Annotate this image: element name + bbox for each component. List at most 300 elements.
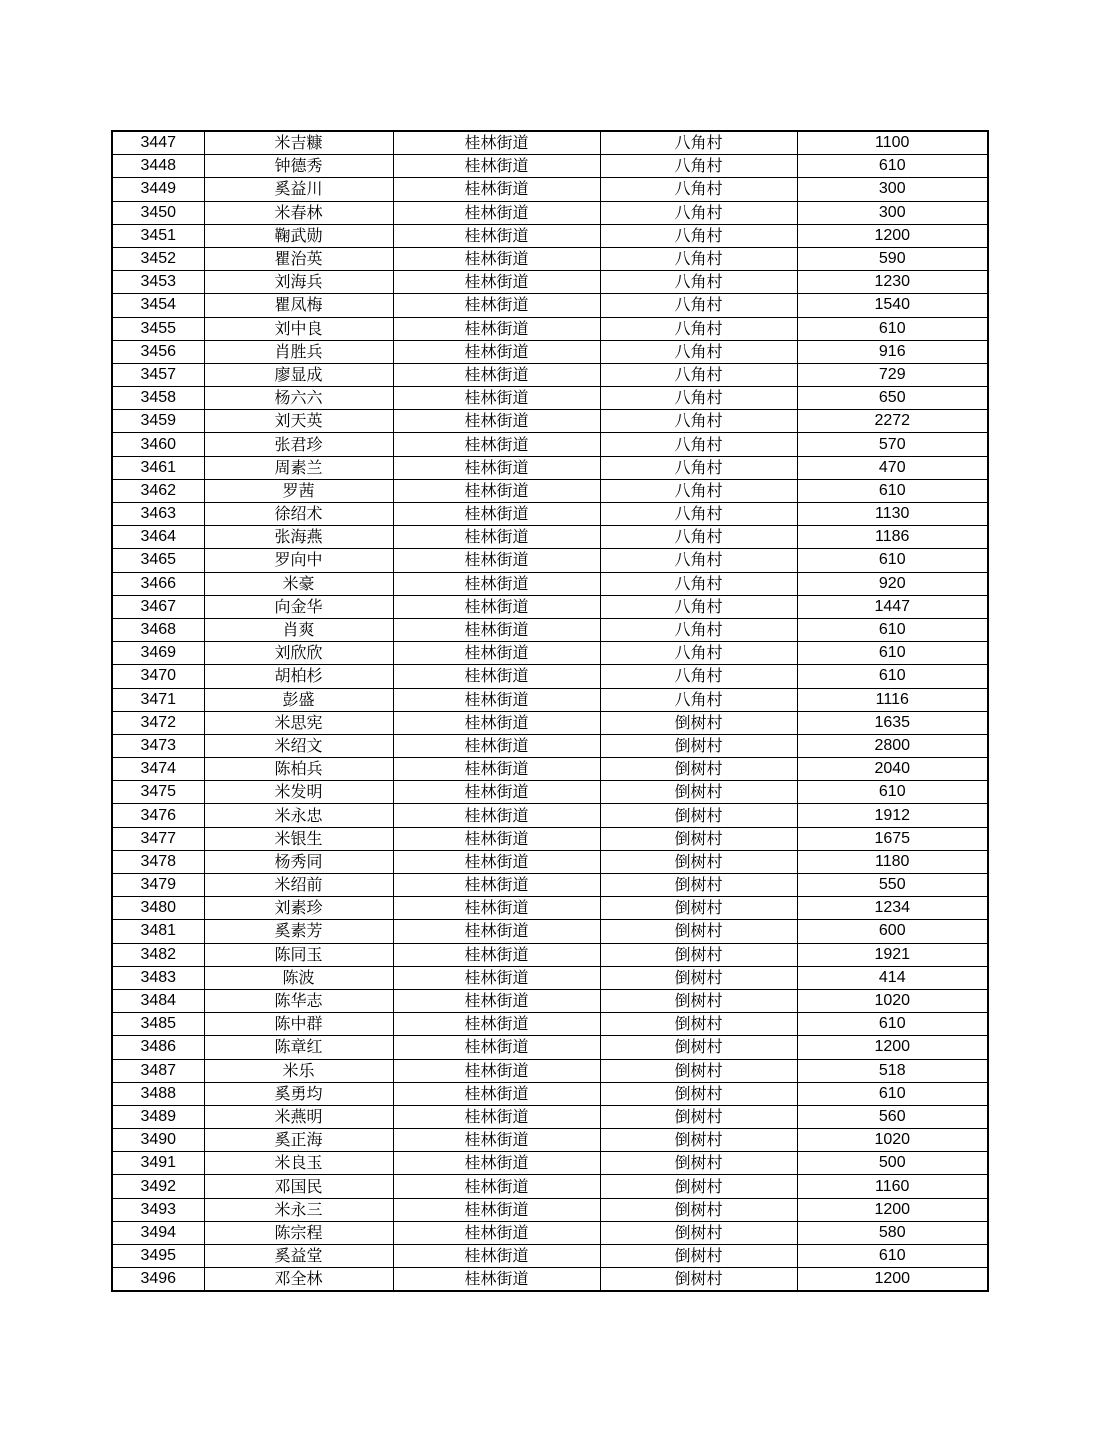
street-cell: 桂林街道 bbox=[393, 433, 600, 456]
street-cell: 桂林街道 bbox=[393, 572, 600, 595]
table-row bbox=[112, 1105, 988, 1128]
village-cell: 倒树村 bbox=[600, 1059, 797, 1082]
row-number-cell: 3482 bbox=[112, 943, 204, 966]
data-table bbox=[111, 130, 989, 1292]
amount-cell: 1200 bbox=[797, 1268, 988, 1292]
amount-cell: 1234 bbox=[797, 897, 988, 920]
amount-cell: 610 bbox=[797, 1082, 988, 1105]
row-number-cell: 3457 bbox=[112, 363, 204, 386]
row-number-cell: 3471 bbox=[112, 688, 204, 711]
row-number-cell: 3475 bbox=[112, 781, 204, 804]
table-row bbox=[112, 1152, 988, 1175]
amount-cell: 518 bbox=[797, 1059, 988, 1082]
name-cell: 米银生 bbox=[204, 827, 393, 850]
table-row bbox=[112, 827, 988, 850]
table-body bbox=[112, 131, 988, 1291]
table-row bbox=[112, 758, 988, 781]
amount-cell: 580 bbox=[797, 1221, 988, 1244]
street-cell: 桂林街道 bbox=[393, 827, 600, 850]
amount-cell: 610 bbox=[797, 549, 988, 572]
row-number-cell: 3463 bbox=[112, 503, 204, 526]
amount-cell: 1116 bbox=[797, 688, 988, 711]
street-cell: 桂林街道 bbox=[393, 804, 600, 827]
street-cell: 桂林街道 bbox=[393, 618, 600, 641]
street-cell: 桂林街道 bbox=[393, 758, 600, 781]
row-number-cell: 3495 bbox=[112, 1245, 204, 1268]
row-number-cell: 3485 bbox=[112, 1013, 204, 1036]
village-cell: 八角村 bbox=[600, 642, 797, 665]
amount-cell: 610 bbox=[797, 618, 988, 641]
village-cell: 八角村 bbox=[600, 131, 797, 155]
village-cell: 倒树村 bbox=[600, 1013, 797, 1036]
table-row bbox=[112, 665, 988, 688]
table-row bbox=[112, 1221, 988, 1244]
village-cell: 八角村 bbox=[600, 526, 797, 549]
street-cell: 桂林街道 bbox=[393, 874, 600, 897]
name-cell: 张海燕 bbox=[204, 526, 393, 549]
village-cell: 八角村 bbox=[600, 595, 797, 618]
amount-cell: 1180 bbox=[797, 850, 988, 873]
row-number-cell: 3489 bbox=[112, 1105, 204, 1128]
table-row bbox=[112, 1013, 988, 1036]
table-row bbox=[112, 804, 988, 827]
name-cell: 米春林 bbox=[204, 201, 393, 224]
amount-cell: 1200 bbox=[797, 1198, 988, 1221]
street-cell: 桂林街道 bbox=[393, 1198, 600, 1221]
amount-cell: 650 bbox=[797, 387, 988, 410]
row-number-cell: 3469 bbox=[112, 642, 204, 665]
name-cell: 米乐 bbox=[204, 1059, 393, 1082]
village-cell: 八角村 bbox=[600, 410, 797, 433]
name-cell: 米永忠 bbox=[204, 804, 393, 827]
village-cell: 八角村 bbox=[600, 456, 797, 479]
village-cell: 八角村 bbox=[600, 155, 797, 178]
street-cell: 桂林街道 bbox=[393, 456, 600, 479]
table-row bbox=[112, 781, 988, 804]
row-number-cell: 3468 bbox=[112, 618, 204, 641]
row-number-cell: 3464 bbox=[112, 526, 204, 549]
name-cell: 张君珍 bbox=[204, 433, 393, 456]
name-cell: 邓国民 bbox=[204, 1175, 393, 1198]
village-cell: 倒树村 bbox=[600, 897, 797, 920]
name-cell: 米思宪 bbox=[204, 711, 393, 734]
village-cell: 八角村 bbox=[600, 201, 797, 224]
row-number-cell: 3474 bbox=[112, 758, 204, 781]
name-cell: 奚正海 bbox=[204, 1129, 393, 1152]
amount-cell: 610 bbox=[797, 479, 988, 502]
table-row bbox=[112, 247, 988, 270]
amount-cell: 920 bbox=[797, 572, 988, 595]
name-cell: 瞿治英 bbox=[204, 247, 393, 270]
table-row bbox=[112, 271, 988, 294]
row-number-cell: 3453 bbox=[112, 271, 204, 294]
table-row bbox=[112, 874, 988, 897]
table-row bbox=[112, 131, 988, 155]
row-number-cell: 3487 bbox=[112, 1059, 204, 1082]
table-row bbox=[112, 410, 988, 433]
table-row bbox=[112, 1198, 988, 1221]
name-cell: 罗茜 bbox=[204, 479, 393, 502]
amount-cell: 610 bbox=[797, 1013, 988, 1036]
name-cell: 奚勇均 bbox=[204, 1082, 393, 1105]
table-row bbox=[112, 572, 988, 595]
row-number-cell: 3473 bbox=[112, 734, 204, 757]
village-cell: 八角村 bbox=[600, 479, 797, 502]
name-cell: 陈华志 bbox=[204, 989, 393, 1012]
table-row bbox=[112, 989, 988, 1012]
village-cell: 八角村 bbox=[600, 271, 797, 294]
table-row bbox=[112, 734, 988, 757]
street-cell: 桂林街道 bbox=[393, 294, 600, 317]
name-cell: 胡柏杉 bbox=[204, 665, 393, 688]
amount-cell: 470 bbox=[797, 456, 988, 479]
amount-cell: 916 bbox=[797, 340, 988, 363]
row-number-cell: 3460 bbox=[112, 433, 204, 456]
table-row bbox=[112, 363, 988, 386]
table-row bbox=[112, 1175, 988, 1198]
name-cell: 刘欣欣 bbox=[204, 642, 393, 665]
name-cell: 陈同玉 bbox=[204, 943, 393, 966]
street-cell: 桂林街道 bbox=[393, 131, 600, 155]
amount-cell: 610 bbox=[797, 642, 988, 665]
name-cell: 肖爽 bbox=[204, 618, 393, 641]
amount-cell: 610 bbox=[797, 317, 988, 340]
row-number-cell: 3491 bbox=[112, 1152, 204, 1175]
name-cell: 陈中群 bbox=[204, 1013, 393, 1036]
street-cell: 桂林街道 bbox=[393, 526, 600, 549]
name-cell: 鞠武勋 bbox=[204, 224, 393, 247]
name-cell: 米发明 bbox=[204, 781, 393, 804]
table-row bbox=[112, 340, 988, 363]
amount-cell: 1635 bbox=[797, 711, 988, 734]
village-cell: 八角村 bbox=[600, 294, 797, 317]
amount-cell: 590 bbox=[797, 247, 988, 270]
amount-cell: 2040 bbox=[797, 758, 988, 781]
amount-cell: 600 bbox=[797, 920, 988, 943]
row-number-cell: 3496 bbox=[112, 1268, 204, 1292]
street-cell: 桂林街道 bbox=[393, 410, 600, 433]
amount-cell: 610 bbox=[797, 1245, 988, 1268]
name-cell: 刘中良 bbox=[204, 317, 393, 340]
name-cell: 奚素芳 bbox=[204, 920, 393, 943]
table-row bbox=[112, 178, 988, 201]
street-cell: 桂林街道 bbox=[393, 549, 600, 572]
amount-cell: 1186 bbox=[797, 526, 988, 549]
name-cell: 米永三 bbox=[204, 1198, 393, 1221]
row-number-cell: 3483 bbox=[112, 966, 204, 989]
street-cell: 桂林街道 bbox=[393, 1175, 600, 1198]
table-row bbox=[112, 618, 988, 641]
street-cell: 桂林街道 bbox=[393, 665, 600, 688]
amount-cell: 1230 bbox=[797, 271, 988, 294]
name-cell: 刘海兵 bbox=[204, 271, 393, 294]
village-cell: 八角村 bbox=[600, 178, 797, 201]
row-number-cell: 3479 bbox=[112, 874, 204, 897]
name-cell: 米绍文 bbox=[204, 734, 393, 757]
name-cell: 徐绍术 bbox=[204, 503, 393, 526]
street-cell: 桂林街道 bbox=[393, 387, 600, 410]
row-number-cell: 3449 bbox=[112, 178, 204, 201]
street-cell: 桂林街道 bbox=[393, 734, 600, 757]
table-row bbox=[112, 920, 988, 943]
village-cell: 倒树村 bbox=[600, 758, 797, 781]
village-cell: 倒树村 bbox=[600, 711, 797, 734]
row-number-cell: 3488 bbox=[112, 1082, 204, 1105]
name-cell: 米豪 bbox=[204, 572, 393, 595]
village-cell: 倒树村 bbox=[600, 804, 797, 827]
row-number-cell: 3472 bbox=[112, 711, 204, 734]
amount-cell: 610 bbox=[797, 665, 988, 688]
village-cell: 八角村 bbox=[600, 572, 797, 595]
name-cell: 陈柏兵 bbox=[204, 758, 393, 781]
row-number-cell: 3470 bbox=[112, 665, 204, 688]
street-cell: 桂林街道 bbox=[393, 711, 600, 734]
street-cell: 桂林街道 bbox=[393, 1245, 600, 1268]
street-cell: 桂林街道 bbox=[393, 850, 600, 873]
street-cell: 桂林街道 bbox=[393, 595, 600, 618]
village-cell: 倒树村 bbox=[600, 827, 797, 850]
amount-cell: 500 bbox=[797, 1152, 988, 1175]
table-row bbox=[112, 224, 988, 247]
street-cell: 桂林街道 bbox=[393, 1105, 600, 1128]
row-number-cell: 3456 bbox=[112, 340, 204, 363]
name-cell: 奚益川 bbox=[204, 178, 393, 201]
name-cell: 米燕明 bbox=[204, 1105, 393, 1128]
street-cell: 桂林街道 bbox=[393, 781, 600, 804]
amount-cell: 1130 bbox=[797, 503, 988, 526]
street-cell: 桂林街道 bbox=[393, 897, 600, 920]
row-number-cell: 3455 bbox=[112, 317, 204, 340]
amount-cell: 300 bbox=[797, 178, 988, 201]
name-cell: 瞿凤梅 bbox=[204, 294, 393, 317]
village-cell: 倒树村 bbox=[600, 989, 797, 1012]
street-cell: 桂林街道 bbox=[393, 1082, 600, 1105]
street-cell: 桂林街道 bbox=[393, 503, 600, 526]
village-cell: 倒树村 bbox=[600, 1175, 797, 1198]
village-cell: 八角村 bbox=[600, 224, 797, 247]
village-cell: 八角村 bbox=[600, 665, 797, 688]
village-cell: 八角村 bbox=[600, 340, 797, 363]
row-number-cell: 3467 bbox=[112, 595, 204, 618]
table-row bbox=[112, 1036, 988, 1059]
village-cell: 倒树村 bbox=[600, 1198, 797, 1221]
village-cell: 倒树村 bbox=[600, 943, 797, 966]
village-cell: 倒树村 bbox=[600, 1129, 797, 1152]
amount-cell: 1675 bbox=[797, 827, 988, 850]
amount-cell: 1540 bbox=[797, 294, 988, 317]
row-number-cell: 3459 bbox=[112, 410, 204, 433]
village-cell: 倒树村 bbox=[600, 1082, 797, 1105]
table-row bbox=[112, 943, 988, 966]
amount-cell: 1160 bbox=[797, 1175, 988, 1198]
amount-cell: 1921 bbox=[797, 943, 988, 966]
village-cell: 倒树村 bbox=[600, 920, 797, 943]
row-number-cell: 3478 bbox=[112, 850, 204, 873]
row-number-cell: 3490 bbox=[112, 1129, 204, 1152]
name-cell: 邓全林 bbox=[204, 1268, 393, 1292]
row-number-cell: 3466 bbox=[112, 572, 204, 595]
row-number-cell: 3476 bbox=[112, 804, 204, 827]
village-cell: 倒树村 bbox=[600, 850, 797, 873]
village-cell: 倒树村 bbox=[600, 781, 797, 804]
table-row bbox=[112, 201, 988, 224]
village-cell: 倒树村 bbox=[600, 1245, 797, 1268]
street-cell: 桂林街道 bbox=[393, 271, 600, 294]
street-cell: 桂林街道 bbox=[393, 943, 600, 966]
name-cell: 刘素珍 bbox=[204, 897, 393, 920]
table-row bbox=[112, 1268, 988, 1292]
table-row bbox=[112, 711, 988, 734]
amount-cell: 550 bbox=[797, 874, 988, 897]
row-number-cell: 3447 bbox=[112, 131, 204, 155]
table-row bbox=[112, 387, 988, 410]
name-cell: 罗向中 bbox=[204, 549, 393, 572]
table-row bbox=[112, 526, 988, 549]
table-row bbox=[112, 503, 988, 526]
amount-cell: 300 bbox=[797, 201, 988, 224]
village-cell: 八角村 bbox=[600, 503, 797, 526]
village-cell: 八角村 bbox=[600, 363, 797, 386]
table-row bbox=[112, 966, 988, 989]
village-cell: 倒树村 bbox=[600, 874, 797, 897]
row-number-cell: 3448 bbox=[112, 155, 204, 178]
name-cell: 彭盛 bbox=[204, 688, 393, 711]
table-row bbox=[112, 479, 988, 502]
row-number-cell: 3461 bbox=[112, 456, 204, 479]
street-cell: 桂林街道 bbox=[393, 1268, 600, 1292]
village-cell: 倒树村 bbox=[600, 1152, 797, 1175]
name-cell: 陈波 bbox=[204, 966, 393, 989]
village-cell: 八角村 bbox=[600, 247, 797, 270]
amount-cell: 560 bbox=[797, 1105, 988, 1128]
row-number-cell: 3458 bbox=[112, 387, 204, 410]
row-number-cell: 3452 bbox=[112, 247, 204, 270]
village-cell: 八角村 bbox=[600, 688, 797, 711]
amount-cell: 1020 bbox=[797, 989, 988, 1012]
table-row bbox=[112, 1129, 988, 1152]
street-cell: 桂林街道 bbox=[393, 1221, 600, 1244]
street-cell: 桂林街道 bbox=[393, 247, 600, 270]
amount-cell: 2800 bbox=[797, 734, 988, 757]
amount-cell: 2272 bbox=[797, 410, 988, 433]
table-row bbox=[112, 456, 988, 479]
street-cell: 桂林街道 bbox=[393, 989, 600, 1012]
name-cell: 周素兰 bbox=[204, 456, 393, 479]
table-row bbox=[112, 317, 988, 340]
street-cell: 桂林街道 bbox=[393, 363, 600, 386]
street-cell: 桂林街道 bbox=[393, 479, 600, 502]
name-cell: 陈宗程 bbox=[204, 1221, 393, 1244]
row-number-cell: 3480 bbox=[112, 897, 204, 920]
amount-cell: 570 bbox=[797, 433, 988, 456]
table-row bbox=[112, 850, 988, 873]
street-cell: 桂林街道 bbox=[393, 966, 600, 989]
amount-cell: 729 bbox=[797, 363, 988, 386]
table-row bbox=[112, 294, 988, 317]
name-cell: 刘天英 bbox=[204, 410, 393, 433]
village-cell: 八角村 bbox=[600, 549, 797, 572]
row-number-cell: 3484 bbox=[112, 989, 204, 1012]
street-cell: 桂林街道 bbox=[393, 1036, 600, 1059]
name-cell: 米良玉 bbox=[204, 1152, 393, 1175]
street-cell: 桂林街道 bbox=[393, 317, 600, 340]
village-cell: 倒树村 bbox=[600, 966, 797, 989]
street-cell: 桂林街道 bbox=[393, 155, 600, 178]
table-row bbox=[112, 595, 988, 618]
village-cell: 倒树村 bbox=[600, 1268, 797, 1292]
row-number-cell: 3494 bbox=[112, 1221, 204, 1244]
street-cell: 桂林街道 bbox=[393, 1059, 600, 1082]
name-cell: 向金华 bbox=[204, 595, 393, 618]
row-number-cell: 3450 bbox=[112, 201, 204, 224]
street-cell: 桂林街道 bbox=[393, 224, 600, 247]
amount-cell: 610 bbox=[797, 155, 988, 178]
village-cell: 倒树村 bbox=[600, 1036, 797, 1059]
amount-cell: 1100 bbox=[797, 131, 988, 155]
table-row bbox=[112, 1245, 988, 1268]
row-number-cell: 3477 bbox=[112, 827, 204, 850]
name-cell: 杨秀同 bbox=[204, 850, 393, 873]
amount-cell: 1200 bbox=[797, 1036, 988, 1059]
name-cell: 廖显成 bbox=[204, 363, 393, 386]
table-row bbox=[112, 642, 988, 665]
village-cell: 倒树村 bbox=[600, 1105, 797, 1128]
village-cell: 八角村 bbox=[600, 387, 797, 410]
row-number-cell: 3486 bbox=[112, 1036, 204, 1059]
street-cell: 桂林街道 bbox=[393, 1129, 600, 1152]
table-row bbox=[112, 549, 988, 572]
table-row bbox=[112, 155, 988, 178]
table-row bbox=[112, 897, 988, 920]
table-row bbox=[112, 1059, 988, 1082]
table-row bbox=[112, 688, 988, 711]
row-number-cell: 3481 bbox=[112, 920, 204, 943]
village-cell: 八角村 bbox=[600, 618, 797, 641]
table-row bbox=[112, 1082, 988, 1105]
street-cell: 桂林街道 bbox=[393, 201, 600, 224]
name-cell: 奚益堂 bbox=[204, 1245, 393, 1268]
row-number-cell: 3462 bbox=[112, 479, 204, 502]
name-cell: 米绍前 bbox=[204, 874, 393, 897]
row-number-cell: 3454 bbox=[112, 294, 204, 317]
street-cell: 桂林街道 bbox=[393, 340, 600, 363]
name-cell: 肖胜兵 bbox=[204, 340, 393, 363]
village-cell: 倒树村 bbox=[600, 734, 797, 757]
village-cell: 八角村 bbox=[600, 433, 797, 456]
street-cell: 桂林街道 bbox=[393, 920, 600, 943]
row-number-cell: 3493 bbox=[112, 1198, 204, 1221]
amount-cell: 1912 bbox=[797, 804, 988, 827]
street-cell: 桂林街道 bbox=[393, 642, 600, 665]
village-cell: 倒树村 bbox=[600, 1221, 797, 1244]
name-cell: 杨六六 bbox=[204, 387, 393, 410]
amount-cell: 1447 bbox=[797, 595, 988, 618]
row-number-cell: 3465 bbox=[112, 549, 204, 572]
village-cell: 八角村 bbox=[600, 317, 797, 340]
amount-cell: 414 bbox=[797, 966, 988, 989]
name-cell: 陈章红 bbox=[204, 1036, 393, 1059]
street-cell: 桂林街道 bbox=[393, 1013, 600, 1036]
table-row bbox=[112, 433, 988, 456]
amount-cell: 610 bbox=[797, 781, 988, 804]
amount-cell: 1020 bbox=[797, 1129, 988, 1152]
row-number-cell: 3451 bbox=[112, 224, 204, 247]
row-number-cell: 3492 bbox=[112, 1175, 204, 1198]
name-cell: 米吉糠 bbox=[204, 131, 393, 155]
street-cell: 桂林街道 bbox=[393, 688, 600, 711]
name-cell: 钟德秀 bbox=[204, 155, 393, 178]
street-cell: 桂林街道 bbox=[393, 1152, 600, 1175]
